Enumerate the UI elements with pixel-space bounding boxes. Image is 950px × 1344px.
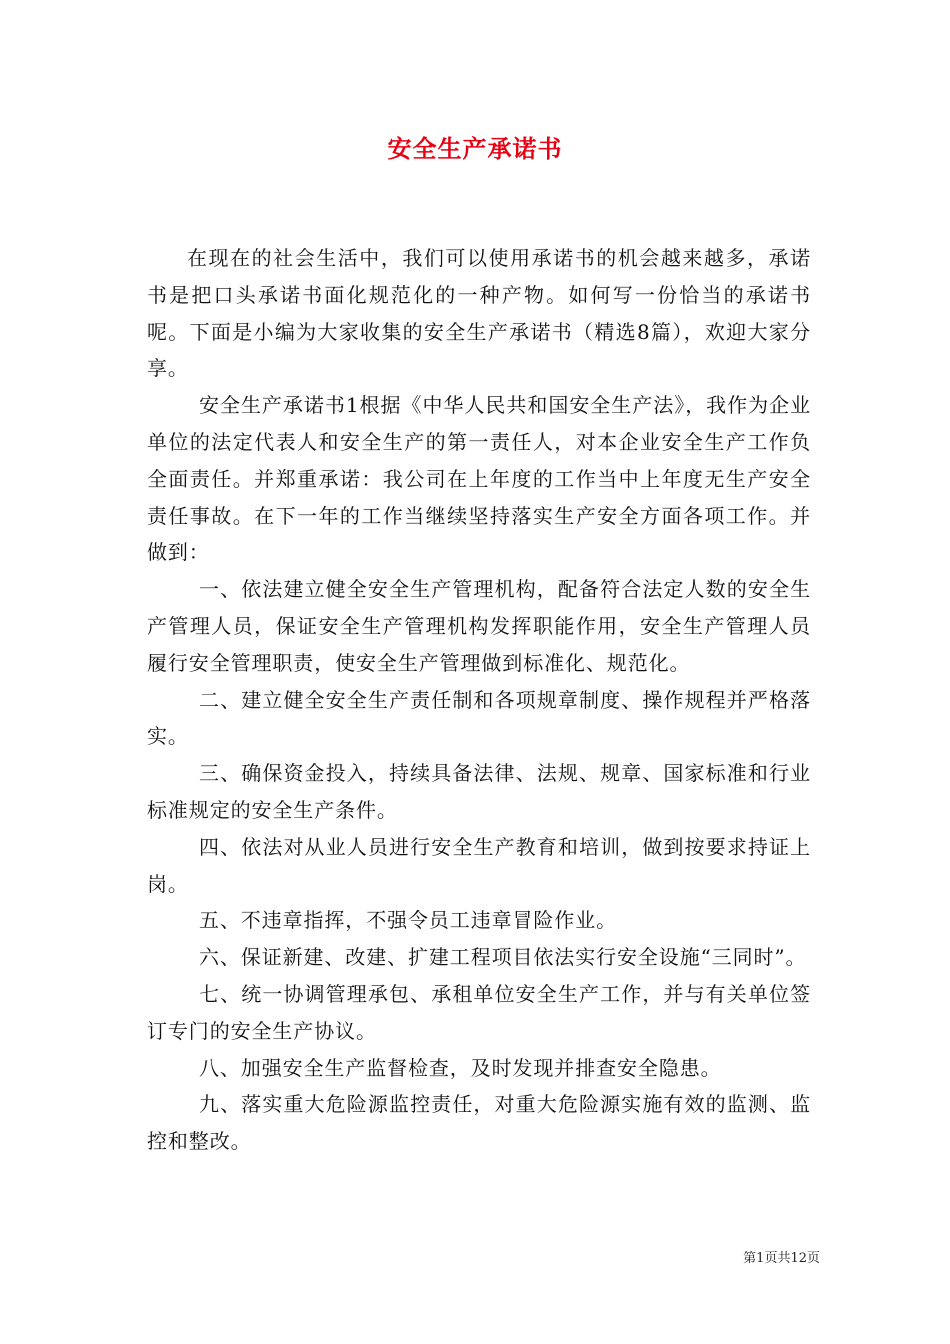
- commitment-item-6: 六、保证新建、改建、扩建工程项目依法实行安全设施“三同时”。: [199, 945, 807, 970]
- commitment-item-3: 三、确保资金投入，持续具备法律、法规、规章、国家标准和行业标准规定的安全生产条件。: [147, 761, 811, 822]
- commitment-item-7: 七、统一协调管理承包、承租单位安全生产工作，并与有关单位签订专门的安全生产协议。: [147, 981, 811, 1043]
- commitment-paragraph-1: 安全生产承诺书1根据《中华人民共和国安全生产法》，我作为企业单位的法定代表人和安全生产的第一责任人，对本企业安全生产工作负全面责任。并郑重承诺：我公司在上年度的工作当中上年度无生产安全责任事故。在下一年的工作当继续坚持落实生产安全方面各项工作。并做到：: [147, 393, 811, 565]
- commitment-item-5: 五、不违章指挥，不强令员工违章冒险作业。: [199, 908, 617, 933]
- commitment-item-9: 九、落实重大危险源监控责任，对重大危险源实施有效的监测、监控和整改。: [147, 1092, 811, 1154]
- intro-paragraph: 在现在的社会生活中，我们可以使用承诺书的机会越来越多，承诺书是把口头承诺书面化规范化的一种产物。如何写一份恰当的承诺书呢。下面是小编为大家收集的安全生产承诺书（精选8篇），欢迎大家分享。: [147, 246, 811, 381]
- page-number: 第1页共12页: [743, 1251, 820, 1266]
- commitment-item-4: 四、依法对从业人员进行安全生产教育和培训，做到按要求持证上岗。: [147, 834, 811, 896]
- document-title: 安全生产承诺书: [387, 134, 563, 163]
- commitment-item-2: 二、建立健全安全生产责任制和各项规章制度、操作规程并严格落实。: [147, 687, 811, 749]
- document-body: [147, 240, 811, 1160]
- commitment-item-8: 八、加强安全生产监督检查，及时发现并排查安全隐患。: [199, 1055, 722, 1080]
- commitment-item-1: 一、依法建立健全安全生产管理机构，配备符合法定人数的安全生产管理人员，保证安全生产管理机构发挥职能作用，安全生产管理人员履行安全管理职责，使安全生产管理做到标准化、规范化。: [147, 577, 811, 675]
